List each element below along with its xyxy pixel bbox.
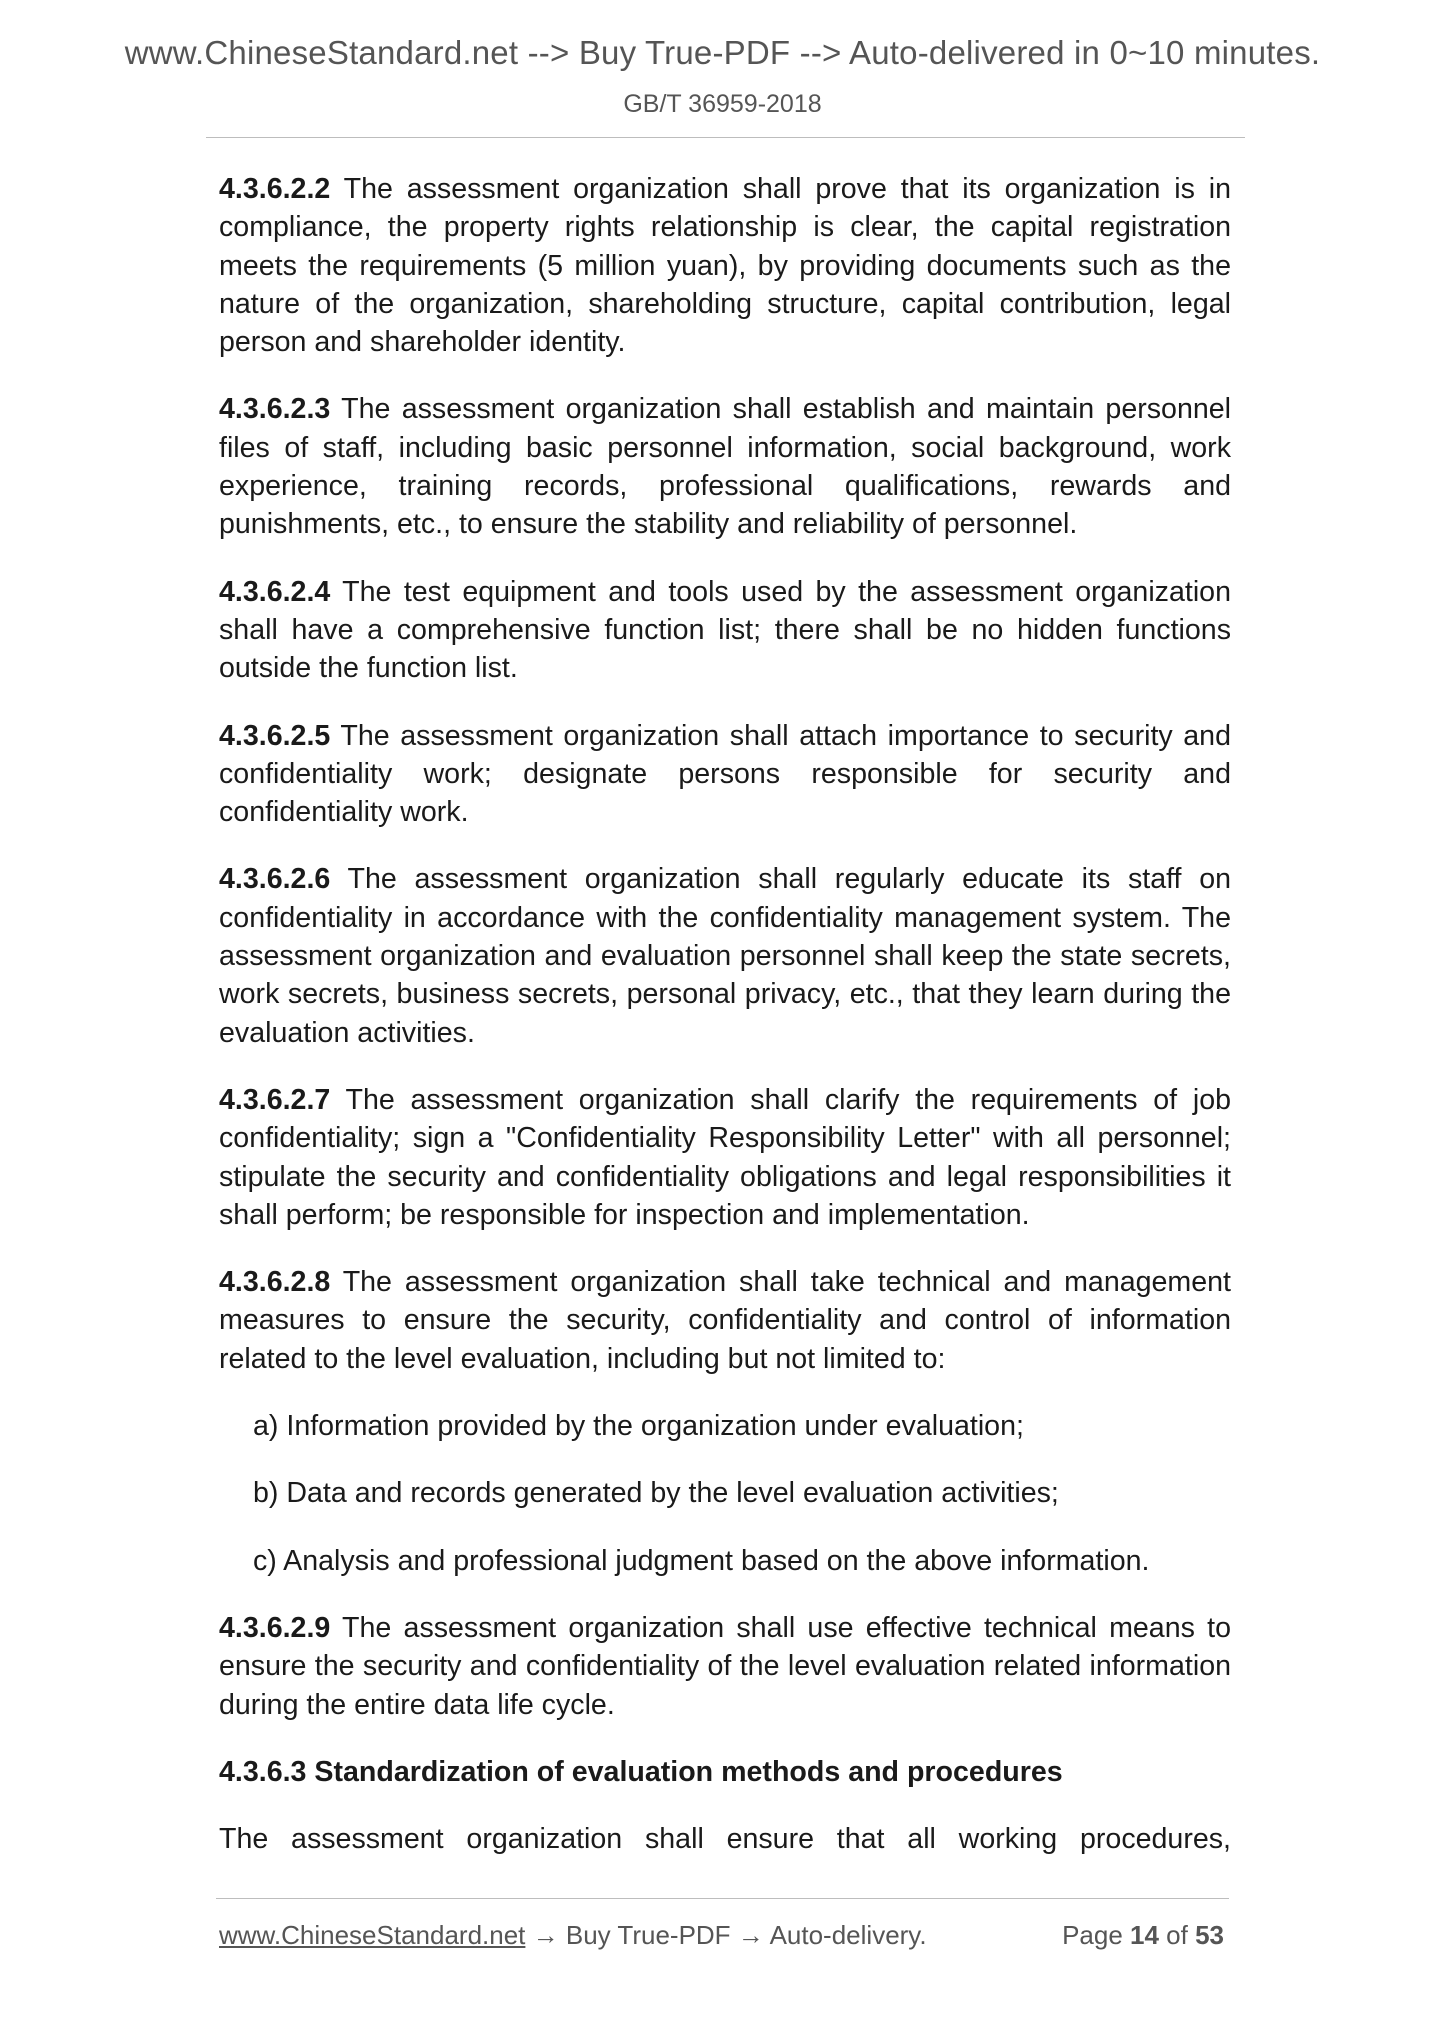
list-item-c: c) Analysis and professional judgment based on the above information. bbox=[253, 1544, 1150, 1577]
clause-number: 4.3.6.2.5 bbox=[219, 719, 331, 752]
clause-number: 4.3.6.2.4 bbox=[219, 575, 331, 608]
clause-4-3-6-2-8 bbox=[219, 1263, 1231, 1378]
clause-number: 4.3.6.2.2 bbox=[219, 173, 331, 205]
clause-number: 4.3.6.2.8 bbox=[219, 1266, 331, 1299]
document-body bbox=[219, 170, 1231, 1858]
clause-4-3-6-2-3 bbox=[219, 390, 1231, 543]
standard-number: GB/T 36959-2018 bbox=[623, 90, 822, 118]
clause-4-3-6-2-9 bbox=[219, 1609, 1231, 1724]
clause-text: The assessment organization shall clarify the requirements of job confidentiality; sign a "Confidentiality Responsibility Letter" with all personnel; stipulate the security and confidentiality obligations and legal responsibilities it shall perform; be responsible for inspection and implementation. bbox=[219, 1083, 1231, 1231]
section-heading: 4.3.6.3 Standardization of evaluation methods and procedures bbox=[219, 1755, 1063, 1788]
footer-tagline: → Buy True-PDF → Auto-delivery. bbox=[525, 1920, 927, 1950]
footer-divider bbox=[216, 1898, 1229, 1899]
list-item-b: b) Data and records generated by the level evaluation activities; bbox=[253, 1477, 1059, 1510]
clause-text: The test equipment and tools used by the assessment organization shall have a comprehensive function list; there shall be no hidden functions outside the function list. bbox=[219, 575, 1231, 685]
list-item-a: a) Information provided by the organization under evaluation; bbox=[253, 1410, 1024, 1443]
total-pages: 53 bbox=[1195, 1920, 1224, 1950]
clause-4-3-6-2-4 bbox=[219, 573, 1231, 688]
clause-text: The assessment organization shall use effective technical means to ensure the security and confidentiality of the level evaluation related information during the entire data life cycle. bbox=[219, 1611, 1231, 1721]
page-indicator bbox=[1062, 1920, 1224, 1951]
current-page-number: 14 bbox=[1130, 1920, 1159, 1950]
header-divider bbox=[206, 137, 1245, 138]
clause-text: The assessment organization shall prove that its organization is in compliance, the property rights relationship is clear, the capital registration meets the requirements (5 million yuan), by providing documents such as the nature of the organization, shareholding structure, capital contribution, legal person and shareholder identity. bbox=[219, 173, 1231, 359]
footer-promo bbox=[219, 1920, 927, 1951]
clause-4-3-6-2-2 bbox=[219, 170, 1231, 361]
clause-4-3-6-2-6 bbox=[219, 860, 1231, 1051]
clause-4-3-6-2-7 bbox=[219, 1081, 1231, 1234]
of-label: of bbox=[1158, 1920, 1196, 1950]
top-banner: www.ChineseStandard.net --> Buy True-PDF --> Auto-delivered in 0~10 minutes. bbox=[124, 34, 1321, 71]
clause-number: 4.3.6.2.6 bbox=[219, 863, 331, 896]
clause-number: 4.3.6.2.7 bbox=[219, 1083, 331, 1116]
footer-website-link[interactable]: www.ChineseStandard.net bbox=[219, 1920, 526, 1950]
clause-text: The assessment organization shall establish and maintain personnel files of staff, including basic personnel information, social background, work experience, training records, professional qualifications, rewards and punishments, etc., to ensure the stability and reliability of personnel. bbox=[219, 393, 1231, 541]
clause-text: The assessment organization shall take technical and management measures to ensure the security, confidentiality and control of information related to the level evaluation, including but not limited to: bbox=[219, 1266, 1231, 1375]
page-label: Page bbox=[1062, 1920, 1131, 1950]
clause-text: The assessment organization shall attach importance to security and confidentiality work; designate persons responsible for security and confidentiality work. bbox=[219, 719, 1231, 829]
clause-number: 4.3.6.2.3 bbox=[219, 393, 331, 426]
clause-text: The assessment organization shall regularly educate its staff on confidentiality in accordance with the confidentiality management system. The assessment organization and evaluation personnel shall keep the state secrets, work secrets, business secrets, personal privacy, etc., that they learn during the evaluation activities. bbox=[219, 863, 1231, 1049]
closing-text: The assessment organization shall ensure that all working procedures, bbox=[219, 1823, 1231, 1856]
clause-number: 4.3.6.2.9 bbox=[219, 1611, 331, 1644]
clause-4-3-6-2-5 bbox=[219, 717, 1231, 832]
